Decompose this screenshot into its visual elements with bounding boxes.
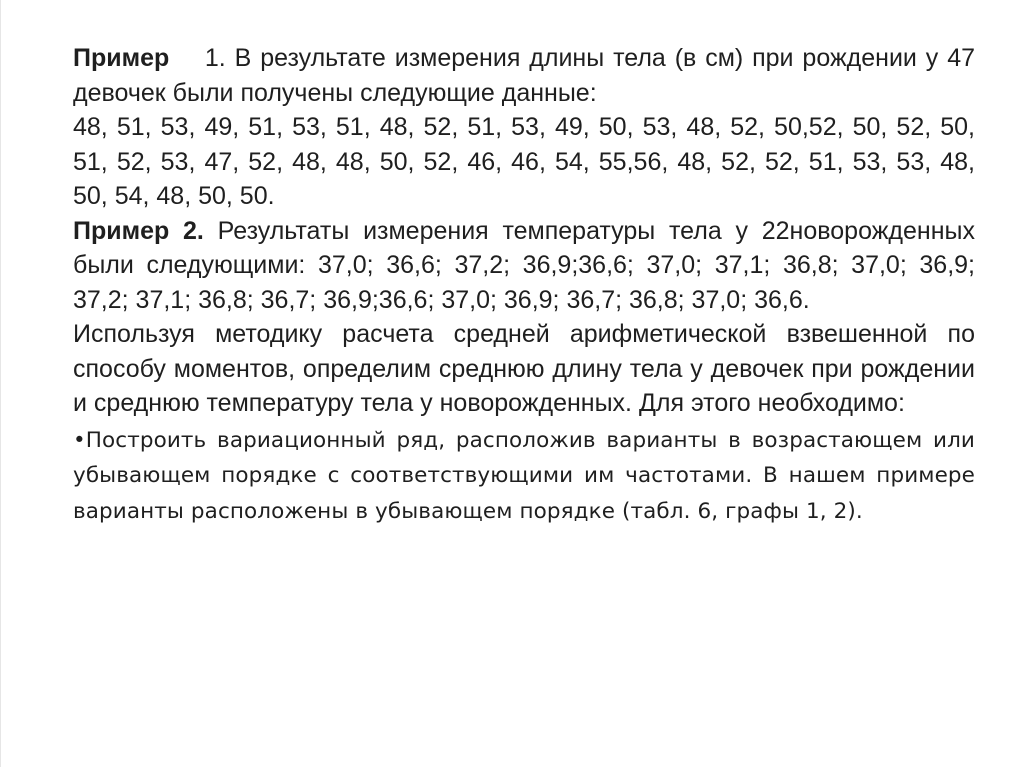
- example-2-paragraph: [73, 214, 975, 318]
- example-1-text: . В результате измерения длины тела (в см) при рождении у 47 девочек были получены следующие данные:: [73, 44, 975, 107]
- example-1-spacer: [169, 44, 205, 72]
- example-1-data: 48, 51, 53, 49, 51, 53, 51, 48, 52, 51, 53, 49, 50, 53, 48, 52, 50,52, 50, 52, 50, 51, 52, 53, 47, 52, 48, 48, 50, 52, 46, 46, 54, 55,56, 48, 52, 52, 51, 53, 53, 48, 50, 54, 48, 50, 50.: [73, 113, 975, 210]
- example-1-label: Пример: [73, 44, 170, 72]
- example-2-text: Результаты измерения температуры тела у 22новорожденных были следующими: 37,0; 36,6; 37,2; 36,9;36,6; 37,0; 37,1; 36,8; 37,0; 36,9; 37,2; 37,1; 36,8; 36,7; 36,9;36,6; 37,0; 36,9; 36,7; 36,8; 37,0; 36,6.: [73, 216, 975, 314]
- example-2-label: Пример 2.: [73, 216, 204, 245]
- slide-left-border: [0, 0, 1, 767]
- bullet-paragraph: •Построить вариационный ряд, расположив варианты в возрастающем или убывающем порядке с соответствующими им частотами. В нашем примере варианты расположены в убывающем порядке (табл. 6, графы 1, 2).: [73, 427, 975, 524]
- example-1-number: 1: [204, 44, 219, 72]
- example-1-paragraph: [73, 41, 975, 110]
- method-paragraph: Используя методику расчета средней арифметической взвешенной по способу моментов, определим среднюю длину тела у девочек при рождении и среднюю температуру тела у новорожденных. Для этого необходимо:: [73, 320, 975, 417]
- slide-text-body: [73, 41, 975, 529]
